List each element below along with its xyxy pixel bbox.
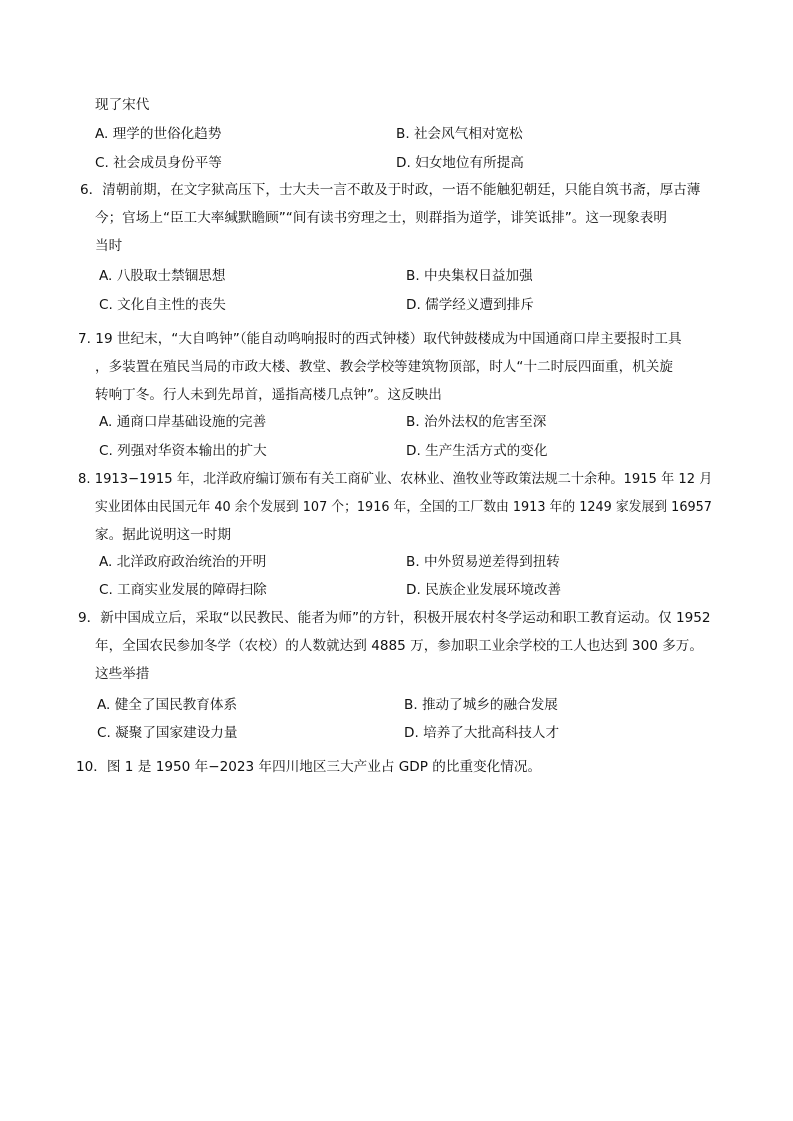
q8-option-b: B. 中外贸易逆差得到扭转 [406,554,560,570]
q9-option-d: D. 培养了大批高科技人才 [404,725,560,741]
q5-option-a: A. 理学的世俗化趋势 [95,126,222,142]
q5-stem-continuation: 现了宋代 [95,97,150,113]
q6-stem-line-2: 今；官场上“臣工大率缄默瞻顾”“间有读书穷理之士，则群指为道学，诽笑诋排”。这一现象表明 [95,210,667,226]
q6-stem-line-1: 6．清朝前期，在文字狱高压下，士大夫一言不敢及于时政，一语不能触犯朝廷，只能自筑书斋，厚古薄 [80,182,701,198]
q9-option-a: A. 健全了国民教育体系 [97,697,238,713]
q9-stem-line-1: 9．新中国成立后，采取“以民教民、能者为师”的方针，积极开展农村冬学运动和职工教育运动。仅 1952 [78,610,711,626]
q9-option-c: C. 凝聚了国家建设力量 [97,725,238,741]
q9-stem-line-3: 这些举措 [95,666,150,682]
q6-option-d: D. 儒学经义遭到排斥 [406,297,534,313]
q7-option-b: B. 治外法权的危害至深 [406,414,547,430]
q6-option-b: B. 中央集权日益加强 [406,268,533,284]
q6-option-c: C. 文化自主性的丧失 [99,297,226,313]
q8-stem-line-2: 实业团体由民国元年 40 余个发展到 107 个；1916 年，全国的工厂数由 1913 年的 1249 家发展到 16957 [95,499,712,515]
q7-stem-line-3: 转响丁冬。行人未到先昂首，遥指高楼几点钟”。这反映出 [95,387,442,403]
q6-option-a: A. 八股取士禁锢思想 [99,268,226,284]
q7-option-c: C. 列强对华资本输出的扩大 [99,443,267,459]
q7-stem-line-2: ，多装置在殖民当局的市政大楼、教堂、教会学校等建筑物顶部，时人“十二时辰四面重，机关旋 [95,359,673,375]
q8-option-a: A. 北洋政府政治统治的开明 [99,554,267,570]
q5-option-b: B. 社会风气相对宽松 [396,126,523,142]
q6-stem-line-3: 当时 [95,238,123,254]
q9-stem-line-2: 年，全国农民参加冬学（农校）的人数就达到 4885 万，参加职工业余学校的工人也达到 300 多万。 [95,638,703,654]
q7-option-d: D. 生产生活方式的变化 [406,443,548,459]
q7-stem-line-1: 7. 19 世纪末，“大自鸣钟”（能自动鸣响报时的西式钟楼）取代钟鼓楼成为中国通商口岸主要报时工具 [78,331,682,347]
q9-option-b: B. 推动了城乡的融合发展 [404,697,558,713]
q8-stem-line-1: 8. 1913−1915 年，北洋政府编订颁布有关工商矿业、农林业、渔牧业等政策法规二十余种。1915 年 12 月 [78,471,713,487]
q5-option-c: C. 社会成员身份平等 [95,155,222,171]
q5-option-d: D. 妇女地位有所提高 [396,155,524,171]
q8-option-d: D. 民族企业发展环境改善 [406,582,562,598]
q10-stem: 10．图 1 是 1950 年−2023 年四川地区三大产业占 GDP 的比重变化情况。 [76,759,542,775]
q7-option-a: A. 通商口岸基础设施的完善 [99,414,267,430]
q8-option-c: C. 工商实业发展的障碍扫除 [99,582,267,598]
q8-stem-line-3: 家。据此说明这一时期 [95,527,231,543]
